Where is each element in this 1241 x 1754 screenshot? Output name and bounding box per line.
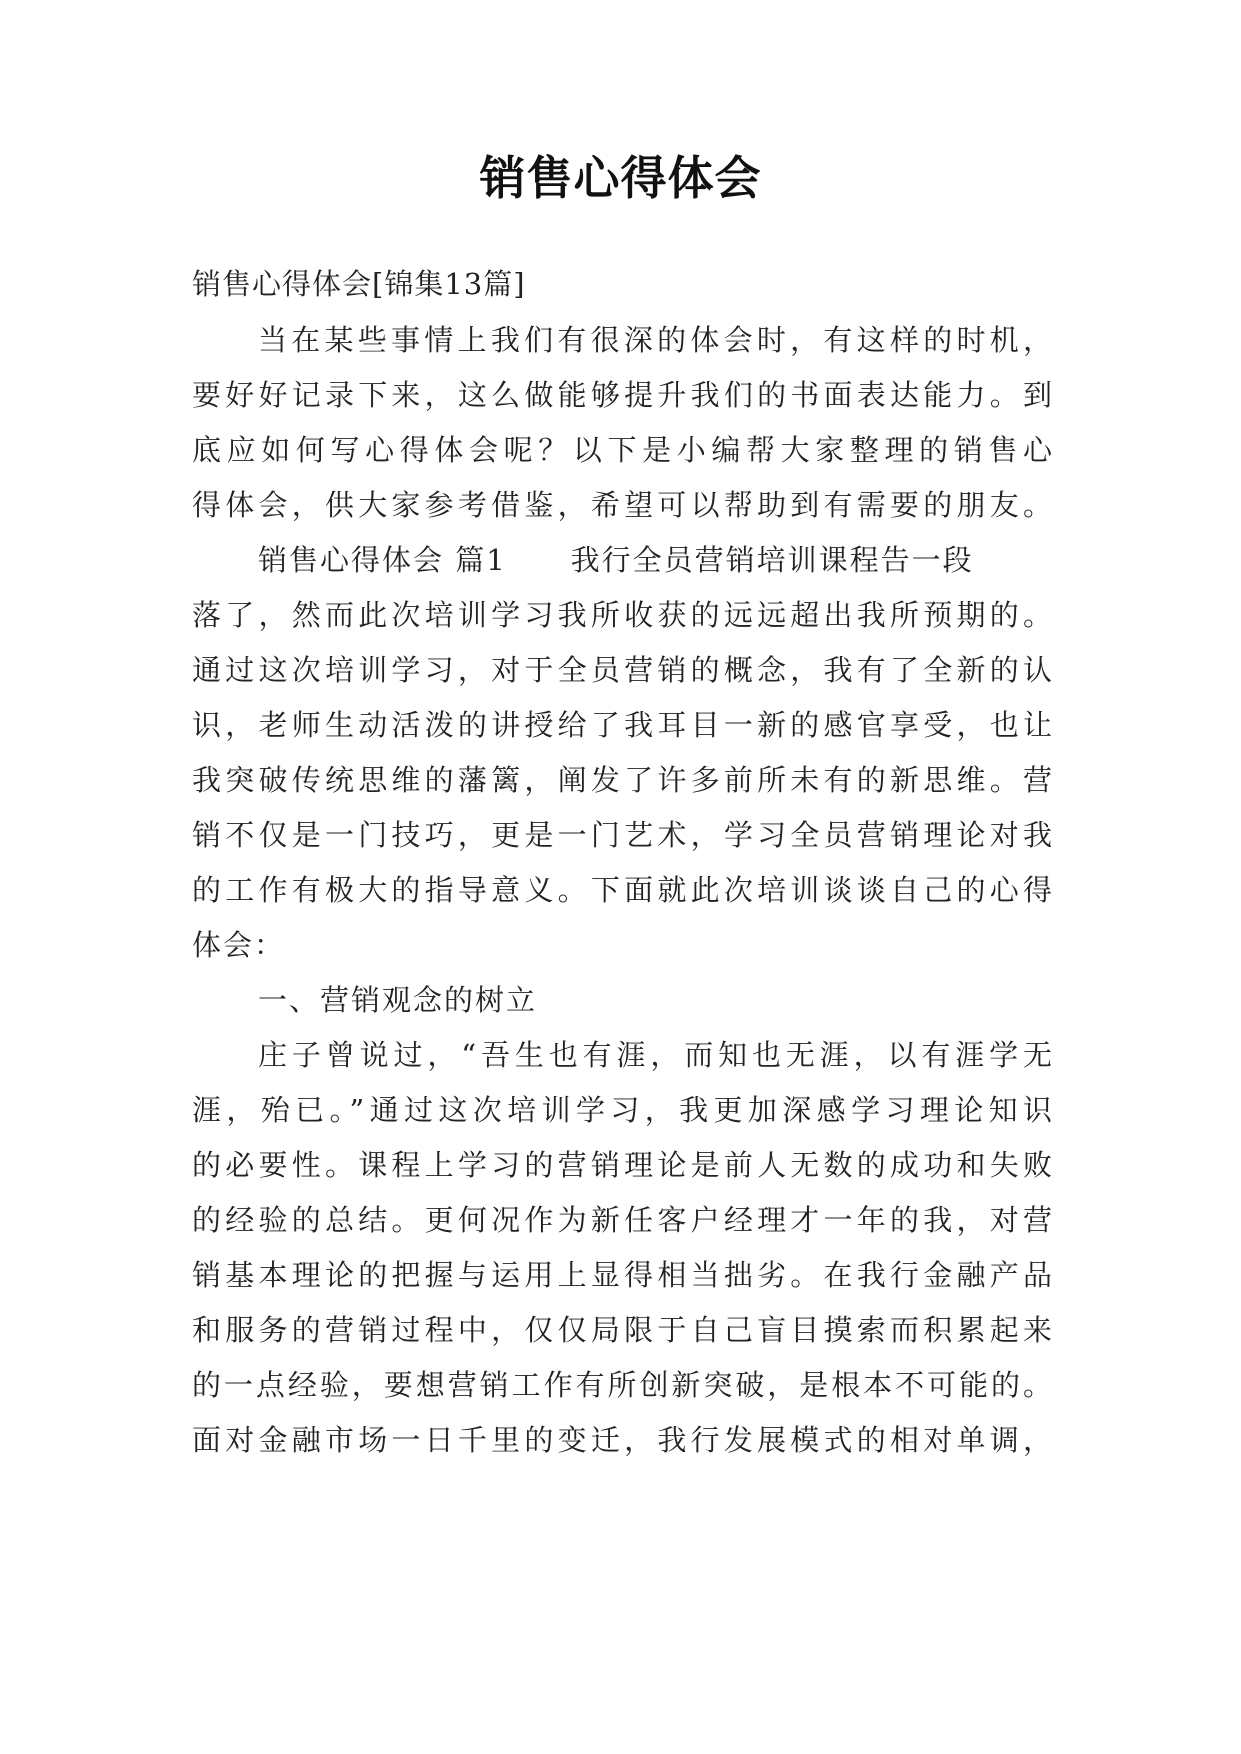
paragraph-line: 销基本理论的把握与运用上显得相当拙劣。在我行金融产品 <box>192 1258 1052 1292</box>
paragraph-line: 底应如何写心得体会呢？以下是小编帮大家整理的销售心 <box>192 433 1052 467</box>
section-heading: 一、营销观念的树立 <box>258 983 538 1017</box>
paragraph-text: 我行全员营销培训课程告一段 <box>570 543 974 577</box>
paragraph-line: 销不仅是一门技巧，更是一门艺术，学习全员营销理论对我 <box>192 818 1052 852</box>
paragraph-line: 体会： <box>192 928 286 962</box>
paragraph-line: 落了，然而此次培训学习我所收获的远远超出我所预期的。 <box>192 598 1052 632</box>
paragraph-line: 庄子曾说过，“吾生也有涯，而知也无涯，以有涯学无 <box>258 1038 1052 1072</box>
page-title: 销售心得体会 <box>479 151 762 205</box>
section-heading: 销售心得体会 篇1 <box>258 543 507 577</box>
paragraph-line: 通过这次培训学习，对于全员营销的概念，我有了全新的认 <box>192 653 1052 687</box>
document-subtitle: 销售心得体会[锦集13篇] <box>192 267 526 301</box>
paragraph-line: 的经验的总结。更何况作为新任客户经理才一年的我，对营 <box>192 1203 1052 1237</box>
paragraph-line: 当在某些事情上我们有很深的体会时，有这样的时机， <box>258 323 1052 357</box>
paragraph-line: 的工作有极大的指导意义。下面就此次培训谈谈自己的心得 <box>192 873 1052 907</box>
paragraph-line: 涯，殆已。”通过这次培训学习，我更加深感学习理论知识 <box>192 1093 1052 1127</box>
paragraph-line: 识，老师生动活泼的讲授给了我耳目一新的感官享受，也让 <box>192 708 1052 742</box>
paragraph-line: 得体会，供大家参考借鉴，希望可以帮助到有需要的朋友。 <box>192 488 1052 522</box>
paragraph-line: 要好好记录下来，这么做能够提升我们的书面表达能力。到 <box>192 378 1052 412</box>
paragraph-line: 的一点经验，要想营销工作有所创新突破，是根本不可能的。 <box>192 1368 1052 1402</box>
section-heading-line <box>258 538 1052 582</box>
paragraph-line: 面对金融市场一日千里的变迁，我行发展模式的相对单调， <box>192 1423 1052 1457</box>
paragraph-line: 和服务的营销过程中，仅仅局限于自己盲目摸索而积累起来 <box>192 1313 1052 1347</box>
paragraph-line: 的必要性。课程上学习的营销理论是前人无数的成功和失败 <box>192 1148 1052 1182</box>
paragraph-line: 我突破传统思维的藩篱，阐发了许多前所未有的新思维。营 <box>192 763 1052 797</box>
